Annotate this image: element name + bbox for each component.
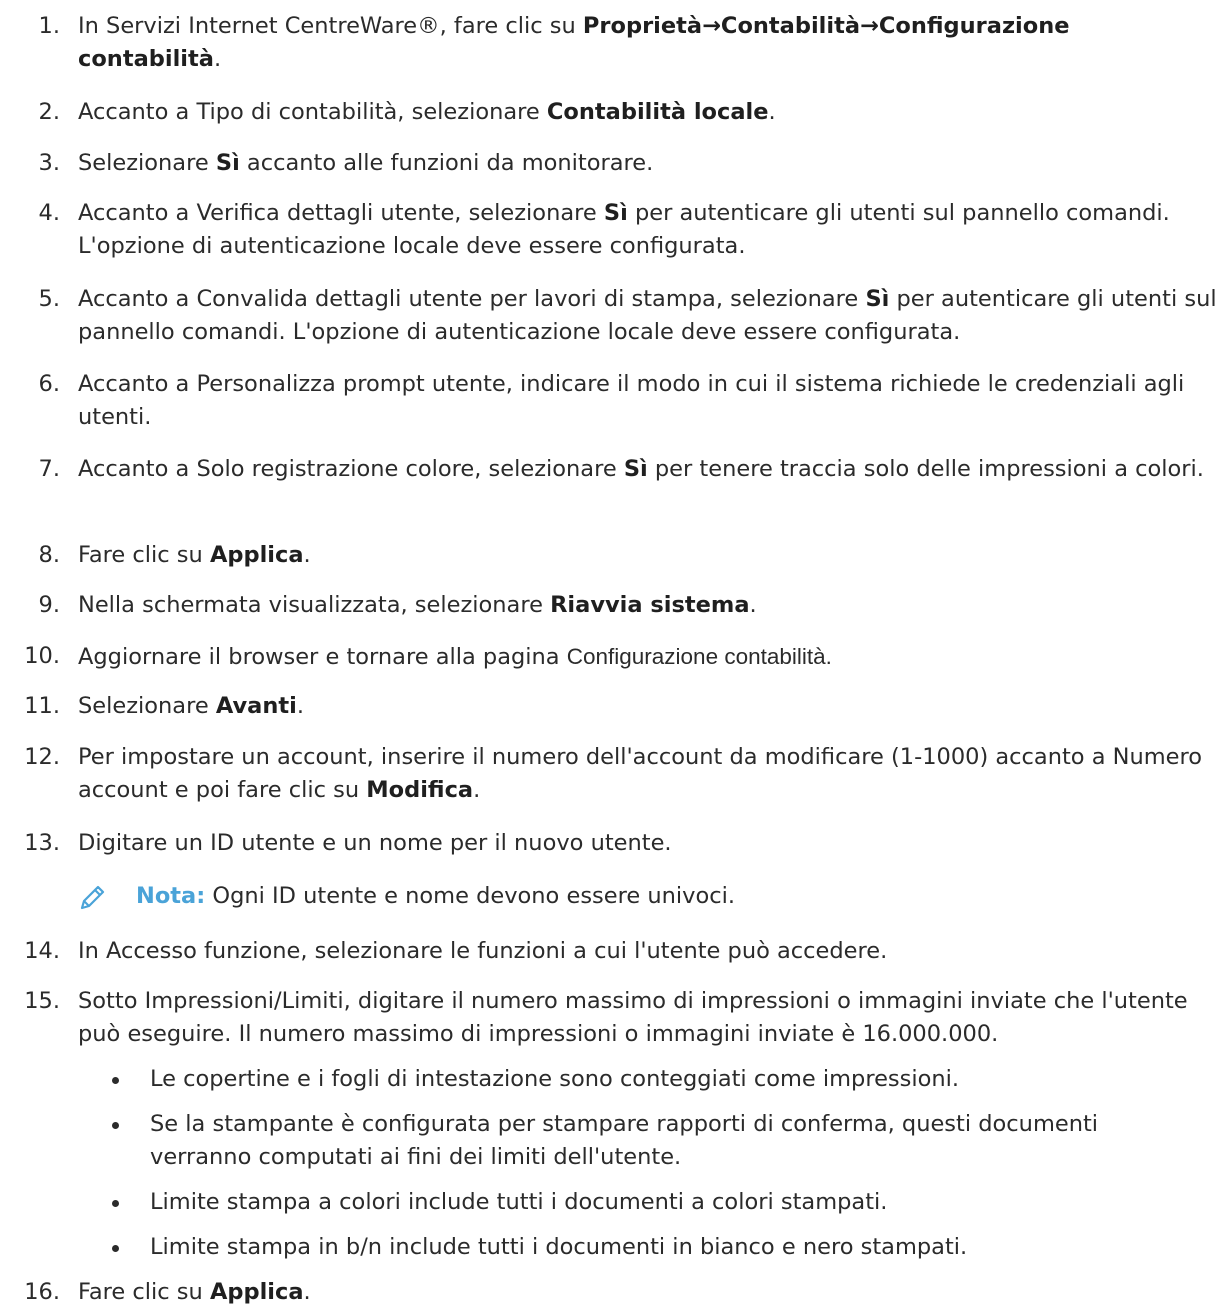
step-number: 9.	[38, 592, 60, 618]
step-text: Sotto Impressioni/Limiti, digitare il numero massimo di impressioni o immagini inviate che l'utente può eseguire. Il numero massimo di impressioni o immagini inviate è 16.000.000.	[78, 988, 1188, 1047]
step-number: 3.	[38, 150, 60, 176]
step-text: Fare clic su Applica.	[78, 1279, 311, 1305]
step-number: 1.	[38, 13, 60, 39]
step-text: Fare clic su Applica.	[78, 542, 311, 568]
step-number: 16.	[24, 1279, 60, 1305]
bullet-icon	[112, 1245, 119, 1252]
step-text: Digitare un ID utente e un nome per il nuovo utente.	[78, 830, 672, 856]
bullet-icon	[112, 1077, 119, 1084]
bullet-icon	[112, 1200, 119, 1207]
note-label: Nota:	[136, 883, 206, 909]
step-text: Selezionare Avanti.	[78, 693, 304, 719]
document-page: 1. In Servizi Internet CentreWare®, fare clic su Proprietà→Contabilità→Configurazione contabilità. 2. Accanto a Tipo di contabilità, selezionare Contabilità locale. 3. Selezionare Sì accanto alle funzioni da monitorare. 4. Accanto a Verifica dettagli utente, selezionare Sì per autenticare gli utenti sul pannello comandi. L'opzione di autenticazione locale deve essere configurata. 5. Accanto a Convalida dettagli utente per lavori di stampa, selezionare Sì per autenticare gli utenti sul pannello comandi. L'opzione di autenticazione locale deve essere configurata. 6. Accanto a Personalizza prompt utente, indicare il modo in cui il sistema richiede le credenziali agli utenti. 7. Accanto a Solo registrazione colore, selezionare Sì per tenere traccia solo delle impressioni a colori. 8. Fare clic su Applica. 9. Nella schermata visualizzata, selezionare Riavvia sistema. 10. Aggiornare il browser e tornare alla pagina Configurazione contabilità. 11. Selezionare Avanti. 12. Per impostare un account, inserire il numero dell'account da modificare (1-1000) accanto a Numero account e poi fare clic su Modifica. 13. Digitare un ID utente e un nome per il nuovo utente. Nota: Ogni ID utente e nome devono essere univoci. 14. In Accesso funzione, selezionare le funzioni a cui l'utente può accedere. 15. Sotto Impressioni/Limiti, digitare il numero massimo di impressioni o immagini inviate che l'utente può eseguire. Il numero massimo di impressioni o immagini inviate è 16.000.000. Le copertine e i fogli di intestazione sono conteggiati come impressioni. Se la stampante è configurata per stampare rapporti di conferma, questi documenti verranno computati ai fini dei limiti dell'utente. Limite stampa a colori include tutti i documenti a colori stampati. Limite stampa in b/n include tutti i documenti in bianco e nero stampati. 16. Fare clic su Applica.	[0, 0, 1221, 1279]
step-number: 11.	[24, 693, 60, 719]
step-text: Accanto a Verifica dettagli utente, selezionare Sì per autenticare gli utenti sul pannello comandi. L'opzione di autenticazione locale deve essere configurata.	[78, 200, 1170, 259]
step-number: 14.	[24, 938, 60, 964]
note-text: Nota: Ogni ID utente e nome devono essere univoci.	[136, 883, 735, 909]
step-text: Selezionare Sì accanto alle funzioni da monitorare.	[78, 150, 654, 176]
step-number: 5.	[38, 286, 60, 312]
step-text: Accanto a Tipo di contabilità, selezionare Contabilità locale.	[78, 99, 776, 125]
step-number: 10.	[24, 643, 60, 669]
step-text: In Servizi Internet CentreWare®, fare clic su Proprietà→Contabilità→Configurazione contabilità.	[78, 13, 1070, 72]
step-number: 6.	[38, 371, 60, 397]
step-number: 7.	[38, 456, 60, 482]
step-number: 12.	[24, 744, 60, 770]
step-number: 2.	[38, 99, 60, 125]
step-text: Aggiornare il browser e tornare alla pagina Configurazione contabilità.	[78, 644, 832, 670]
step-number: 13.	[24, 830, 60, 856]
step-text: Accanto a Personalizza prompt utente, indicare il modo in cui il sistema richiede le credenziali agli utenti.	[78, 371, 1185, 430]
step-number: 8.	[38, 542, 60, 568]
step-number: 4.	[38, 200, 60, 226]
pencil-icon	[78, 882, 108, 912]
step-number: 15.	[24, 988, 60, 1014]
step-text: Accanto a Convalida dettagli utente per lavori di stampa, selezionare Sì per autenticare gli utenti sul pannello comandi. L'opzione di autenticazione locale deve essere configurata.	[78, 286, 1217, 345]
bullet-icon	[112, 1122, 119, 1129]
step-text: Per impostare un account, inserire il numero dell'account da modificare (1-1000) accanto a Numero account e poi fare clic su Modifica.	[78, 744, 1203, 803]
step-text: In Accesso funzione, selezionare le funzioni a cui l'utente può accedere.	[78, 938, 888, 964]
step-text: Nella schermata visualizzata, selezionare Riavvia sistema.	[78, 592, 757, 618]
step-text: Accanto a Solo registrazione colore, selezionare Sì per tenere traccia solo delle impressioni a colori.	[78, 456, 1204, 482]
